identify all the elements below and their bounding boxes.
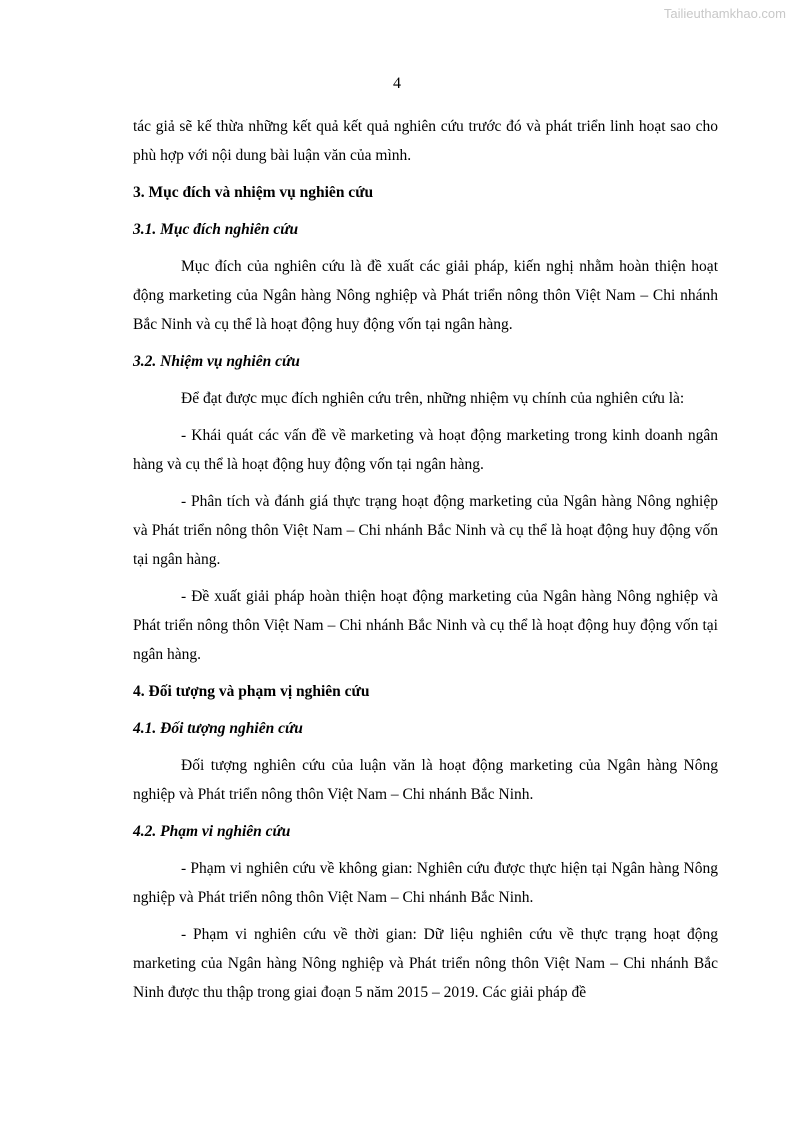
heading-section-3-1: 3.1. Mục đích nghiên cứu — [133, 221, 299, 238]
paragraph-continuation: tác giả sẽ kế thừa những kết quả kết quả nghiên cứu trước đó và phát triển linh hoạt sao cho phù hợp với nội dung bài luận văn của mình. — [133, 118, 718, 164]
task-item-1: - Khái quát các vấn đề về marketing và hoạt động marketing trong kinh doanh ngân hàng và cụ thể là hoạt động huy động vốn tại ngân hàng. — [133, 427, 718, 473]
heading-section-4-2: 4.2. Phạm vi nghiên cứu — [133, 823, 291, 840]
scope-item-time: - Phạm vi nghiên cứu về thời gian: Dữ liệu nghiên cứu về thực trạng hoạt động marketing của Ngân hàng Nông nghiệp và Phát triển nông thôn Việt Nam – Chi nhánh Bắc Ninh được thu thập trong giai đoạn 5 năm 2015 – 2019. Các giải pháp đề — [133, 926, 718, 1001]
task-item-3: - Đề xuất giải pháp hoàn thiện hoạt động marketing của Ngân hàng Nông nghiệp và Phát triển nông thôn Việt Nam – Chi nhánh Bắc Ninh và cụ thể là hoạt động huy động vốn tại ngân hàng. — [133, 588, 718, 663]
heading-section-4-1: 4.1. Đối tượng nghiên cứu — [133, 720, 303, 737]
paragraph-purpose: Mục đích của nghiên cứu là đề xuất các giải pháp, kiến nghị nhằm hoàn thiện hoạt động marketing của Ngân hàng Nông nghiệp và Phát triển nông thôn Việt Nam – Chi nhánh Bắc Ninh và cụ thể là hoạt động huy động vốn tại ngân hàng. — [133, 258, 718, 333]
paragraph-tasks-intro: Để đạt được mục đích nghiên cứu trên, những nhiệm vụ chính của nghiên cứu là: — [181, 390, 685, 407]
heading-section-3: 3. Mục đích và nhiệm vụ nghiên cứu — [133, 184, 374, 201]
heading-section-3-2: 3.2. Nhiệm vụ nghiên cứu — [133, 353, 300, 370]
scope-item-space: - Phạm vi nghiên cứu về không gian: Nghiên cứu được thực hiện tại Ngân hàng Nông nghiệp và Phát triển nông thôn Việt Nam – Chi nhánh Bắc Ninh. — [133, 860, 718, 906]
watermark: Tailieuthamkhao.com — [663, 6, 786, 21]
page-number: 4 — [393, 75, 401, 92]
document-body — [133, 112, 718, 1015]
heading-section-4: 4. Đối tượng và phạm vị nghiên cứu — [133, 683, 370, 700]
task-item-2: - Phân tích và đánh giá thực trạng hoạt động marketing của Ngân hàng Nông nghiệp và Phát triển nông thôn Việt Nam – Chi nhánh Bắc Ninh và cụ thể là hoạt động huy động vốn tại ngân hàng. — [133, 493, 718, 568]
paragraph-object: Đối tượng nghiên cứu của luận văn là hoạt động marketing của Ngân hàng Nông nghiệp và Phát triển nông thôn Việt Nam – Chi nhánh Bắc Ninh. — [133, 757, 718, 803]
